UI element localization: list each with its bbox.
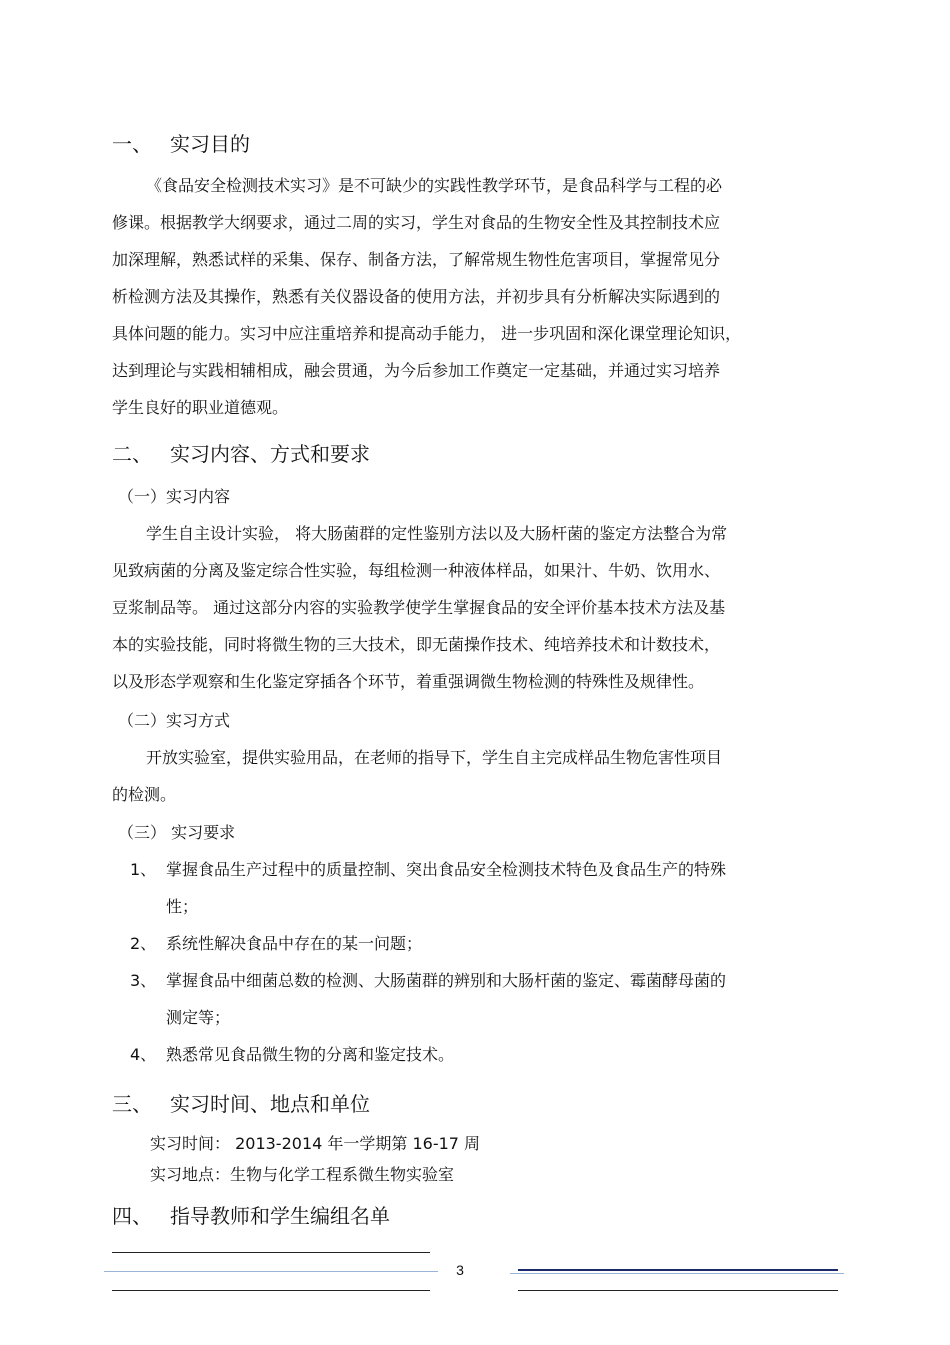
- section-number: 三、: [112, 1092, 152, 1116]
- section-number: 二、: [112, 442, 152, 466]
- list-number: 2、: [130, 934, 157, 953]
- paragraph-line: 见致病菌的分离及鉴定综合性实验，每组检测一种液体样品，如果汁、牛奶、饮用水、: [112, 561, 721, 580]
- paragraph-line: 修课。根据教学大纲要求，通过二周的实习，学生对食品的生物安全性及其控制技术应: [112, 213, 721, 232]
- list-number: 3、: [130, 971, 157, 990]
- paragraph-line: 豆浆制品等。 通过这部分内容的实验教学使学生掌握食品的安全评价基本技术方法及基: [112, 598, 726, 617]
- list-item: 掌握食品生产过程中的质量控制、突出食品安全检测技术特色及食品生产的特殊: [166, 860, 727, 879]
- subsection-heading: （一）实习内容: [118, 487, 231, 506]
- section-title: 实习内容、方式和要求: [170, 442, 370, 466]
- paragraph-line: 以及形态学观察和生化鉴定穿插各个环节，着重强调微生物检测的特殊性及规律性。: [112, 672, 705, 691]
- list-item-continuation: 性；: [166, 897, 199, 916]
- page-number: 3: [456, 1262, 464, 1278]
- list-item-continuation: 测定等；: [166, 1008, 231, 1027]
- section-title: 实习时间、地点和单位: [170, 1092, 370, 1116]
- footer-rule-bottom-left: [112, 1290, 430, 1291]
- section-heading-teachers: [112, 1200, 390, 1229]
- paragraph-line: 具体问题的能力。实习中应注重培养和提高动手能力， 进一步巩固和深化课堂理论知识，: [112, 324, 742, 343]
- section-number: 四、: [112, 1204, 152, 1228]
- paragraph-line: 学生自主设计实验， 将大肠菌群的定性鉴别方法以及大肠杆菌的鉴定方法整合为常: [146, 524, 728, 543]
- section-heading-time-place: [112, 1088, 370, 1117]
- paragraph-line: 达到理论与实践相辅相成，融会贯通，为今后参加工作奠定一定基础，并通过实习培养: [112, 361, 721, 380]
- list-item: 系统性解决食品中存在的某一问题；: [166, 934, 423, 953]
- subsection-heading: （三） 实习要求: [118, 823, 236, 842]
- section-heading-purpose: [112, 128, 250, 157]
- paragraph-line: 加深理解，熟悉试样的采集、保存、制备方法，了解常规生物性危害项目，掌握常见分: [112, 250, 721, 269]
- paragraph-line: 的检测。: [112, 785, 177, 804]
- paragraph-line: 本的实验技能，同时将微生物的三大技术，即无菌操作技术、纯培养技术和计数技术，: [112, 635, 721, 654]
- footer-rule-mid-right: [510, 1273, 844, 1274]
- section-title: 实习目的: [170, 132, 250, 156]
- section-title: 指导教师和学生编组名单: [170, 1204, 390, 1228]
- list-number: 4、: [130, 1045, 157, 1064]
- paragraph-line: 《食品安全检测技术实习》是不可缺少的实践性教学环节，是食品科学与工程的必: [146, 176, 723, 195]
- footer-rule-mid-left: [104, 1271, 438, 1272]
- footer-rule-top-right: [518, 1269, 838, 1271]
- footer-rule-top-left: [112, 1252, 430, 1253]
- footer-rule-bottom-right: [518, 1290, 838, 1291]
- section-heading-content: [112, 438, 370, 467]
- internship-time: 实习时间： 2013-2014 年一学期第 16-17 周: [150, 1134, 481, 1153]
- list-item: 掌握食品中细菌总数的检测、大肠菌群的辨别和大肠杆菌的鉴定、霉菌酵母菌的: [166, 971, 727, 990]
- list-number: 1、: [130, 860, 157, 879]
- paragraph-line: 学生良好的职业道德观。: [112, 398, 289, 417]
- internship-place: 实习地点：生物与化学工程系微生物实验室: [150, 1165, 455, 1184]
- subsection-heading: （二）实习方式: [118, 711, 231, 730]
- paragraph-line: 析检测方法及其操作，熟悉有关仪器设备的使用方法，并初步具有分析解决实际遇到的: [112, 287, 721, 306]
- paragraph-line: 开放实验室，提供实验用品，在老师的指导下，学生自主完成样品生物危害性项目: [146, 748, 723, 767]
- section-number: 一、: [112, 132, 152, 156]
- list-item: 熟悉常见食品微生物的分离和鉴定技术。: [166, 1045, 455, 1064]
